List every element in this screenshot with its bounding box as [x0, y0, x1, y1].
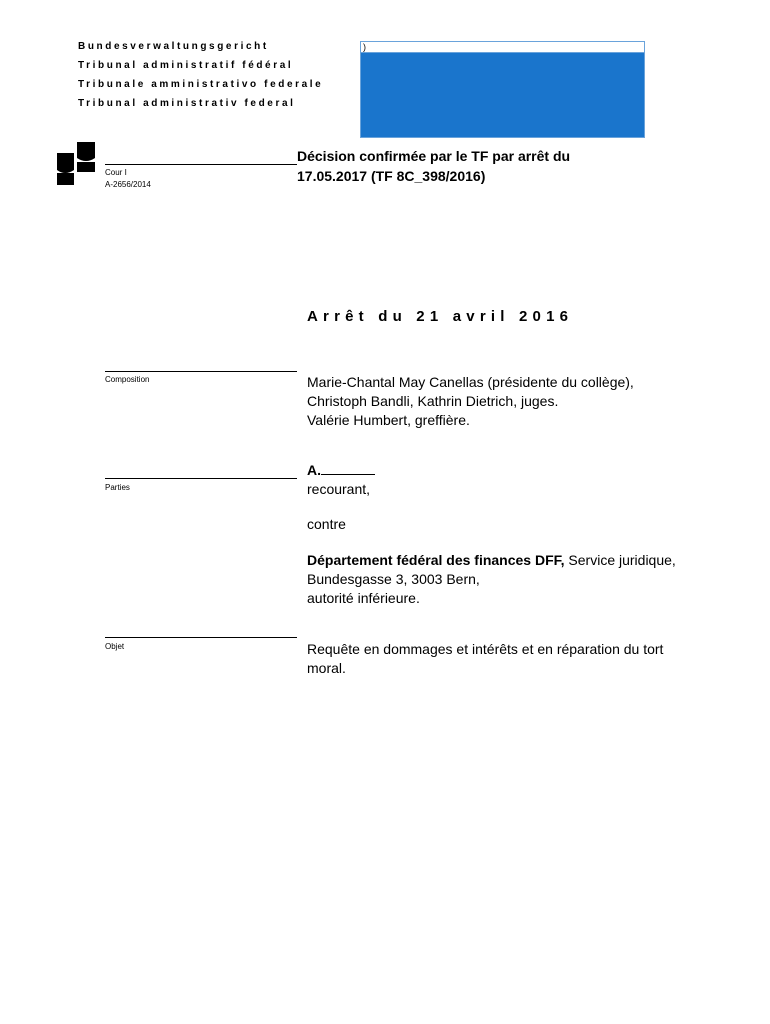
court-name-it: Tribunale amministrativo federale: [78, 79, 324, 90]
parties-rule: [105, 478, 297, 479]
party-a: [307, 461, 375, 480]
decision-note-line2: 17.05.2017 (TF 8C_398/2016): [297, 168, 486, 184]
composition-rule: [105, 371, 297, 372]
composition-label: Composition: [105, 375, 150, 384]
case-number: A-2656/2014: [105, 180, 151, 189]
page-title: Arrêt du 21 avril 2016: [307, 308, 574, 325]
composition-line: Marie-Chantal May Canellas (présidente du collège),: [307, 374, 634, 390]
court-logo-icon: [55, 142, 97, 186]
parties-label: Parties: [105, 483, 130, 492]
contre-text: contre: [307, 516, 346, 532]
authority-address: Bundesgasse 3, 3003 Bern,: [307, 571, 480, 587]
composition-line: Christoph Bandli, Kathrin Dietrich, juges.: [307, 393, 559, 409]
address-box: [360, 41, 645, 138]
party-a-name: A.: [307, 462, 321, 478]
meta-rule: [105, 164, 297, 165]
authority-line: [307, 551, 676, 570]
decision-note-line1: Décision confirmée par le TF par arrêt du: [297, 148, 571, 164]
authority-service: Service juridique,: [564, 552, 676, 568]
court-name-de: Bundesverwaltungsgericht: [78, 41, 269, 52]
court-name-rm: Tribunal administrativ federal: [78, 98, 296, 109]
objet-label: Objet: [105, 642, 125, 651]
authority-name: Département fédéral des finances DFF,: [307, 552, 565, 568]
party-a-blank: [321, 462, 375, 475]
objet-line: Requête en dommages et intérêts et en réparation du tort: [307, 641, 664, 657]
court-name-fr: Tribunal administratif fédéral: [78, 60, 294, 71]
party-a-role: recourant,: [307, 481, 371, 497]
court-division: Cour I: [105, 168, 127, 177]
objet-line: moral.: [307, 660, 346, 676]
composition-line: Valérie Humbert, greffière.: [307, 412, 470, 428]
address-box-strip: ): [361, 42, 644, 53]
objet-rule: [105, 637, 297, 638]
authority-role: autorité inférieure.: [307, 590, 420, 606]
